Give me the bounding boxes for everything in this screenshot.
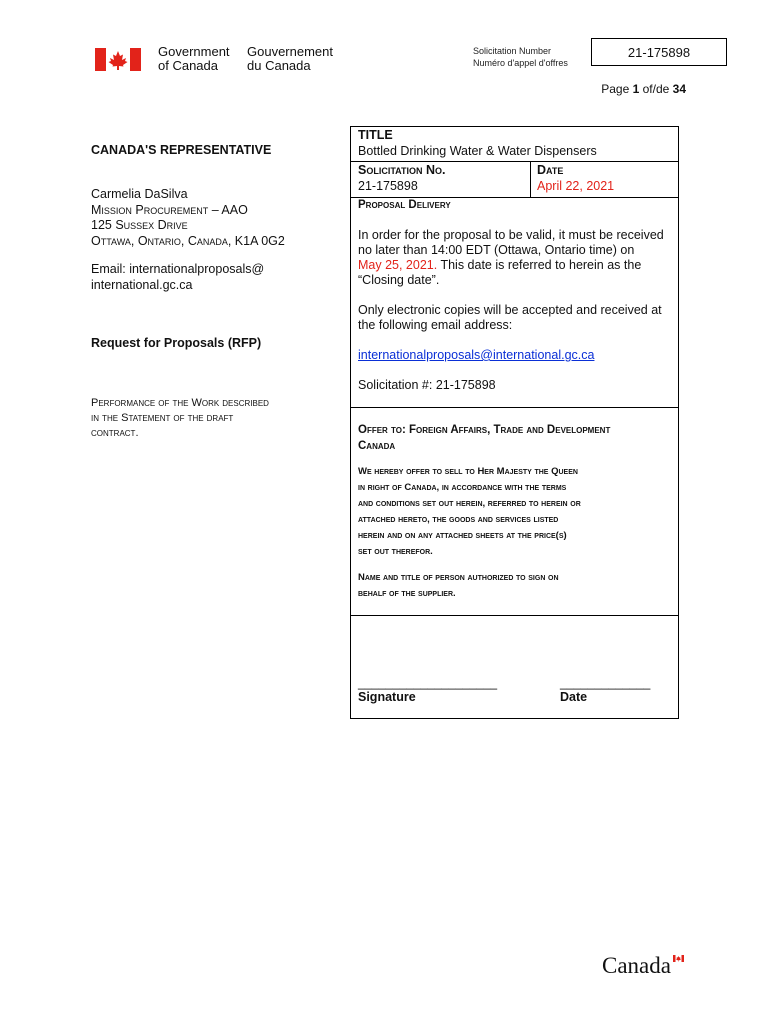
canadas-representative-heading: CANADA'S REPRESENTATIVE: [91, 143, 272, 157]
government-of-canada-fr: Gouvernement du Canada: [247, 44, 333, 73]
representative-address: Carmelia DaSilva Mission Procurement – AAO 125 Sussex Drive Ottawa, Ontario, Canada, K1A 0G2: [91, 187, 285, 248]
representative-email: Email: internationalproposals@ international.gc.ca: [91, 262, 265, 292]
maple-leaf-icon: [109, 51, 128, 70]
date-value: April 22, 2021: [537, 179, 615, 193]
delivery-paragraph-2: Only electronic copies will be accepted and received at the following email address:: [358, 303, 662, 332]
government-of-canada-en: Government of Canada: [158, 44, 230, 73]
rfp-heading: Request for Proposals (RFP): [91, 336, 262, 350]
canada-flag-logo: [95, 48, 141, 71]
proposal-delivery-label: Proposal Delivery: [358, 199, 451, 211]
canada-wordmark: Canada: [602, 953, 671, 979]
signature-label: Signature: [358, 690, 416, 704]
date-signature-label: Date: [560, 690, 588, 704]
signature-line: ____________________: [358, 676, 498, 690]
solicitation-reference: Solicitation #: 21-175898: [358, 378, 496, 392]
title-value: Bottled Drinking Water & Water Dispensers: [358, 144, 597, 158]
offer-to: Offer to: Foreign Affairs, Trade and Development Canada: [358, 424, 611, 452]
solicitation-no-label: Solicitation No.: [358, 163, 446, 177]
performance-description: Performance of the Work described in the Statement of the draft contract.: [91, 397, 269, 439]
title-label: TITLE: [358, 128, 393, 142]
solicitation-no-value: 21-175898: [358, 179, 418, 193]
authorized-person-text: Name and title of person authorized to sign on behalf of the supplier.: [358, 572, 559, 599]
wordmark-flag-icon: [673, 955, 684, 962]
hereby-offer-text: We hereby offer to sell to Her Majesty the Queen in right of Canada, in accordance with the terms and conditions set out herein, referred to herein or attached hereto, the goods and services listed herein and on any attached sheets at the price(s) set out therefor.: [358, 466, 581, 557]
date-label: Date: [537, 163, 564, 177]
solicitation-number-box: 21-175898: [591, 38, 727, 66]
date-line: _____________: [560, 676, 651, 690]
delivery-paragraph-1: In order for the proposal to be valid, it must be received no later than 14:00 EDT (Ottawa, Ontario time) on May 25, 2021. This date is referred to herein as the “Closing date”.: [358, 228, 664, 287]
solicitation-number-label: Solicitation Number Numéro d'appel d'offres: [473, 46, 568, 68]
proposal-email-link[interactable]: internationalproposals@international.gc.ca: [358, 348, 595, 362]
page-number: Page 1 of/de 34: [601, 82, 686, 96]
solicitation-form-box: [350, 126, 679, 719]
